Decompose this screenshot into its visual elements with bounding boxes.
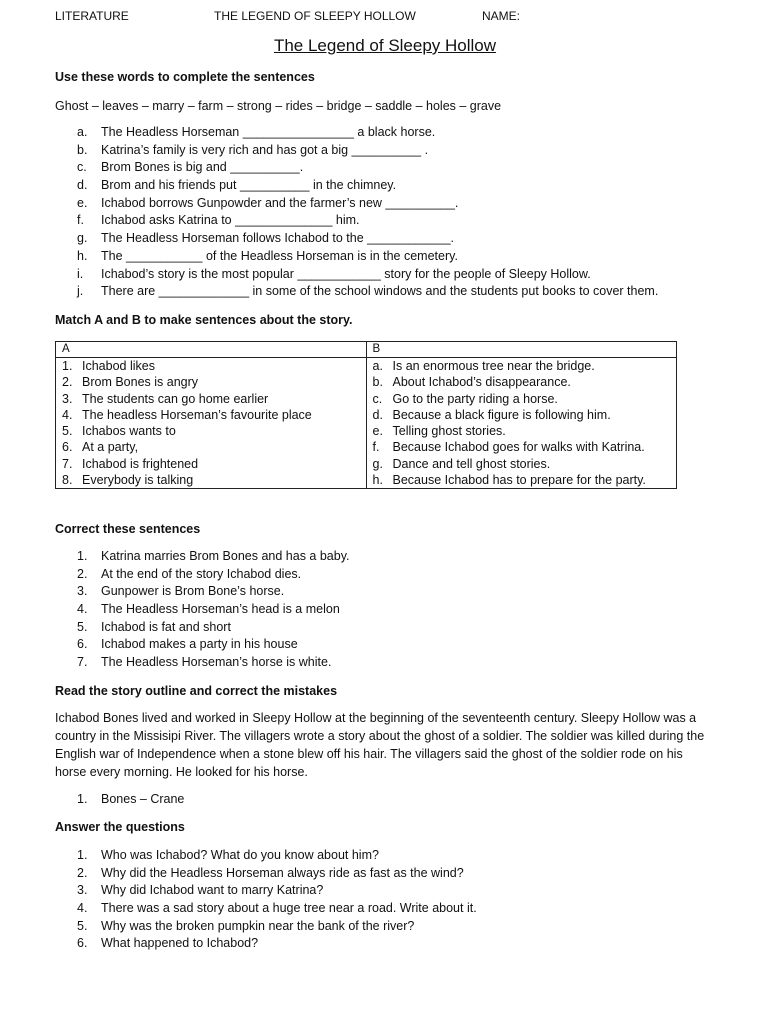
item-marker: 5. <box>77 619 88 634</box>
table-row <box>373 358 671 374</box>
item-marker: 3. <box>77 883 88 898</box>
row-marker: f. <box>372 440 380 455</box>
item-text: Ichabod borrows Gunpowder and the farmer’s new __________. <box>101 195 459 210</box>
item-text: The Headless Horseman’s head is a melon <box>101 602 340 617</box>
row-text: At a party, <box>82 440 139 455</box>
row-text: Ichabod likes <box>82 359 155 373</box>
column-b-header: B <box>366 342 677 358</box>
item-marker: 4. <box>77 602 88 617</box>
row-marker: a. <box>372 359 383 373</box>
item-marker: 6. <box>77 936 88 951</box>
item-marker: h. <box>77 248 88 263</box>
header-doc-title: THE LEGEND OF SLEEPY HOLLOW <box>214 9 416 23</box>
row-marker: b. <box>372 375 383 390</box>
column-a-cell <box>56 358 367 489</box>
item-marker: 2. <box>77 566 88 581</box>
row-marker: 5. <box>62 424 73 439</box>
table-header-row <box>56 342 677 358</box>
item-text: Ichabod asks Katrina to ______________ him. <box>101 213 360 228</box>
row-marker: g. <box>372 456 383 471</box>
row-marker: e. <box>372 424 383 439</box>
item-marker: c. <box>77 160 87 175</box>
item-marker: g. <box>77 231 88 246</box>
item-text: Ichabod makes a party in his house <box>101 637 298 652</box>
item-marker: 5. <box>77 918 88 933</box>
item-text: Who was Ichabod? What do you know about him? <box>101 848 379 862</box>
row-marker: c. <box>372 391 383 406</box>
row-marker: 7. <box>62 456 73 471</box>
item-text: The Headless Horseman’s horse is white. <box>101 655 332 670</box>
item-marker: f. <box>77 213 84 228</box>
item-marker: 1. <box>77 792 88 806</box>
item-marker: 7. <box>77 655 88 670</box>
row-text: Ichabos wants to <box>82 424 176 439</box>
row-text: Because a black figure is following him. <box>392 407 611 422</box>
story-outline-paragraph: Ichabod Bones lived and worked in Sleepy Hollow at the beginning of the seventeenth century. Sleepy Hollow was a country in the Missisipi River. The villagers wrote a story about the ghost of a soldier. The soldier was killed during the English war of Independence when a stone blew off his hair. The villagers said the ghost of the soldier rode on his horse every morning. He looked for his horse. <box>55 711 705 779</box>
table-row <box>62 391 360 407</box>
item-marker: 4. <box>77 901 88 916</box>
item-text: Ichabod is fat and short <box>101 619 231 634</box>
row-text: The headless Horseman’s favourite place <box>82 407 312 422</box>
match-table <box>55 341 677 489</box>
table-row <box>62 456 360 472</box>
table-row <box>62 472 360 488</box>
table-row <box>373 472 671 488</box>
item-text: Ichabod’s story is the most popular ____________ story for the people of Sleepy Hollow. <box>101 266 591 281</box>
table-row <box>373 374 671 390</box>
section4-heading: Read the story outline and correct the mistakes <box>55 684 338 698</box>
row-text: Is an enormous tree near the bridge. <box>392 359 595 373</box>
row-text: The students can go home earlier <box>82 391 269 406</box>
item-text: Katrina’s family is very rich and has got a big __________ . <box>101 142 429 157</box>
row-marker: 2. <box>62 375 73 390</box>
row-text: Telling ghost stories. <box>392 424 506 439</box>
table-row <box>373 423 671 439</box>
table-row <box>373 407 671 423</box>
row-text: Everybody is talking <box>82 473 194 488</box>
row-text: Go to the party riding a horse. <box>392 391 558 406</box>
item-text: At the end of the story Ichabod dies. <box>101 566 302 581</box>
row-text: Because Ichabod goes for walks with Katrina. <box>392 440 645 455</box>
section1-heading: Use these words to complete the sentences <box>55 70 315 84</box>
header-subject: LITERATURE <box>55 9 129 23</box>
item-text: Why was the broken pumpkin near the bank of the river? <box>101 918 415 933</box>
column-a-header: A <box>56 342 367 358</box>
row-marker: 8. <box>62 473 73 488</box>
item-marker: b. <box>77 142 88 157</box>
section3-heading: Correct these sentences <box>55 522 201 536</box>
item-text: What happened to Ichabod? <box>101 936 259 951</box>
item-marker: i. <box>77 266 84 281</box>
item-text: Katrina marries Brom Bones and has a baby. <box>101 549 350 563</box>
table-row <box>373 456 671 472</box>
item-text: The ___________ of the Headless Horseman is in the cemetery. <box>101 248 458 263</box>
row-marker: 3. <box>62 391 73 406</box>
row-marker: h. <box>372 473 383 488</box>
row-marker: d. <box>372 407 383 422</box>
table-row <box>62 439 360 455</box>
item-text: The Headless Horseman ________________ a black horse. <box>101 125 436 139</box>
item-marker: d. <box>77 178 88 193</box>
item-text: Gunpower is Brom Bone’s horse. <box>101 584 285 599</box>
column-b-cell <box>366 358 677 489</box>
item-text: The Headless Horseman follows Ichabod to the ____________. <box>101 231 455 246</box>
section2-heading: Match A and B to make sentences about the story. <box>55 313 353 327</box>
item-marker: 2. <box>77 865 88 880</box>
row-text: Because Ichabod has to prepare for the party. <box>392 473 646 488</box>
word-bank: Ghost – leaves – marry – farm – strong – rides – bridge – saddle – holes – grave <box>55 99 502 113</box>
item-marker: 1. <box>77 848 88 862</box>
table-row <box>62 358 360 374</box>
table-row <box>62 423 360 439</box>
item-text: Bones – Crane <box>101 792 185 806</box>
section5-heading: Answer the questions <box>55 820 185 834</box>
header-name-label: NAME: <box>482 9 521 23</box>
row-text: Ichabod is frightened <box>82 456 199 471</box>
item-text: Why did Ichabod want to marry Katrina? <box>101 883 324 898</box>
table-body-row <box>56 358 677 489</box>
table-row <box>62 374 360 390</box>
item-text: Brom and his friends put __________ in the chimney. <box>101 178 397 193</box>
item-marker: 6. <box>77 637 88 652</box>
item-marker: j. <box>77 284 84 299</box>
row-text: About Ichabod’s disappearance. <box>392 375 571 390</box>
item-marker: 3. <box>77 584 88 599</box>
table-row <box>373 391 671 407</box>
item-marker: e. <box>77 195 88 210</box>
item-marker: a. <box>77 125 88 139</box>
page-title: The Legend of Sleepy Hollow <box>273 36 497 55</box>
table-row <box>62 407 360 423</box>
item-marker: 1. <box>77 549 88 563</box>
row-marker: 6. <box>62 440 73 455</box>
row-marker: 4. <box>62 407 73 422</box>
item-text: Why did the Headless Horseman always ride as fast as the wind? <box>101 865 464 880</box>
row-marker: 1. <box>62 359 73 373</box>
row-text: Dance and tell ghost stories. <box>392 456 551 471</box>
table-row <box>373 439 671 455</box>
item-text: Brom Bones is big and __________. <box>101 160 304 175</box>
item-text: There are _____________ in some of the school windows and the students put books to cover them. <box>101 284 659 299</box>
row-text: Brom Bones is angry <box>82 375 199 390</box>
item-text: There was a sad story about a huge tree near a road. Write about it. <box>101 901 477 916</box>
